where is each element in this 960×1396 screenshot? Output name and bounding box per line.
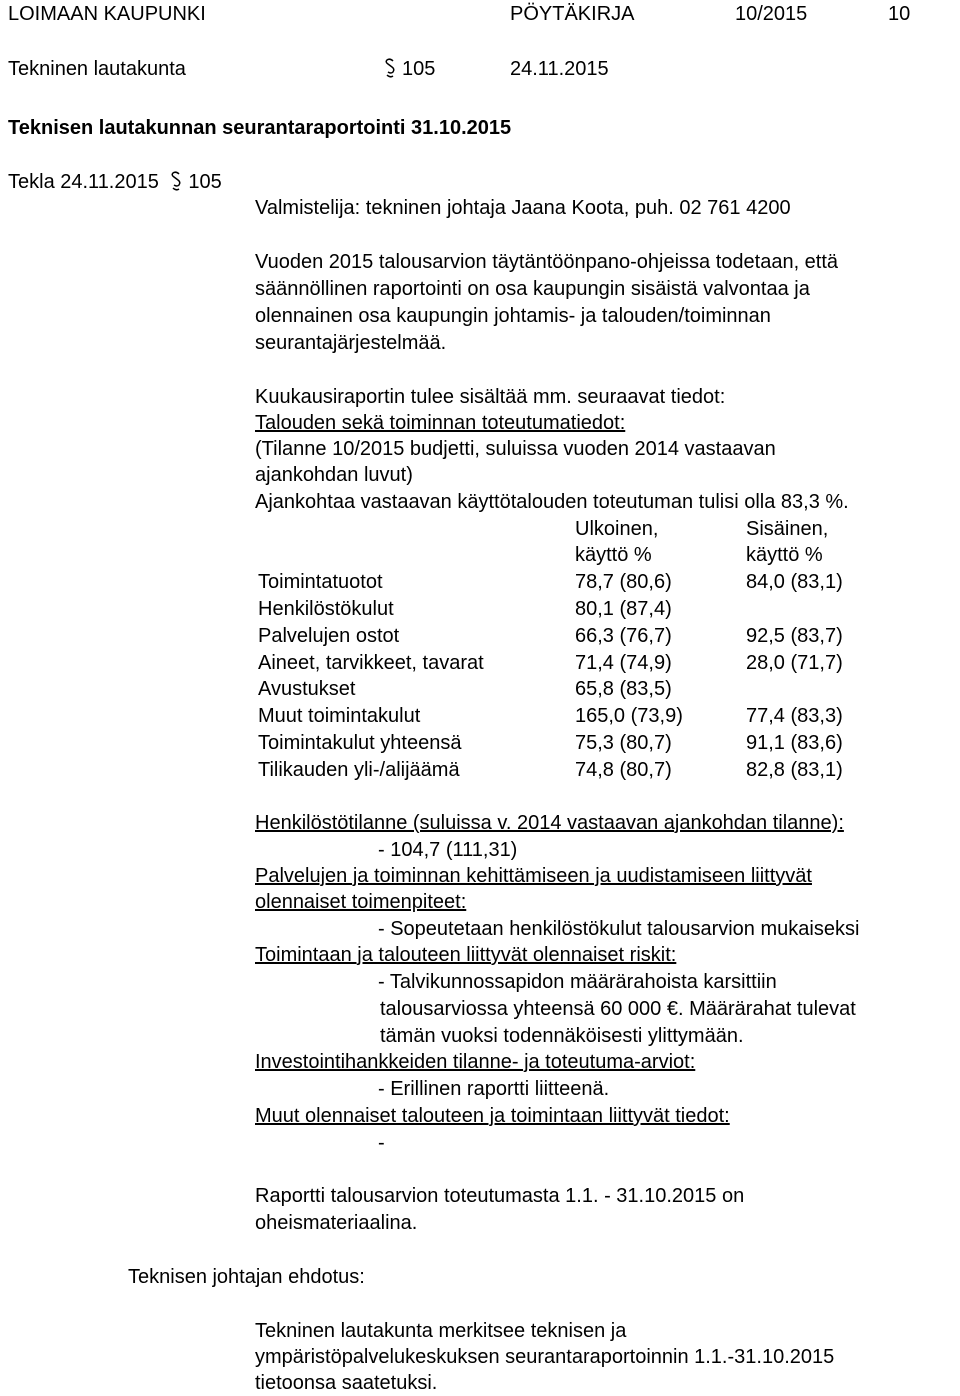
development-item: - Sopeutetaan henkilöstökulut talousarvion mukaiseksi xyxy=(378,918,860,940)
finance-heading: Talouden sekä toiminnan toteutumatiedot: xyxy=(255,412,626,434)
proposal-line: tietoonsa saatetuksi. xyxy=(255,1372,438,1394)
row-label: Toimintatuotot xyxy=(258,571,383,593)
table-header-external: Ulkoinen, xyxy=(575,518,659,540)
proposal-label: Teknisen johtajan ehdotus: xyxy=(128,1266,365,1288)
table-header-internal: Sisäinen, xyxy=(746,518,829,540)
row-label: Aineet, tarvikkeet, tavarat xyxy=(258,652,484,674)
row-internal: 77,4 (83,3) xyxy=(746,705,843,727)
staff-heading: Henkilöstötilanne (suluissa v. 2014 vastaavan ajankohdan tilanne): xyxy=(255,812,844,834)
intro-line: seurantajärjestelmää. xyxy=(255,332,447,354)
row-external: 75,3 (80,7) xyxy=(575,732,672,754)
header-section: 105 xyxy=(382,56,435,82)
reference-prefix: Tekla 24.11.2015 xyxy=(8,171,159,193)
row-external: 78,7 (80,6) xyxy=(575,571,672,593)
risks-line: - Talvikunnossapidon määrärahoista karsittiin xyxy=(378,971,777,993)
header-date: 24.11.2015 xyxy=(510,58,609,80)
development-heading: Palvelujen ja toiminnan kehittämiseen ja uudistamiseen liittyvät xyxy=(255,865,812,887)
header-doc-type: PÖYTÄKIRJA xyxy=(510,3,635,25)
row-external: 71,4 (74,9) xyxy=(575,652,672,674)
row-external: 66,3 (76,7) xyxy=(575,625,672,647)
row-external: 74,8 (80,7) xyxy=(575,759,672,781)
risks-line: talousarviossa yhteensä 60 000 €. Määrärahat tulevat xyxy=(380,998,856,1020)
report-line: Raportti talousarvion toteutumasta 1.1. - 31.10.2015 on xyxy=(255,1185,745,1207)
investments-heading: Investointihankkeiden tilanne- ja toteutuma-arviot: xyxy=(255,1051,696,1073)
table-header-external-sub: käyttö % xyxy=(575,544,652,566)
intro-line: olennainen osa kaupungin johtamis- ja talouden/toiminnan xyxy=(255,305,771,327)
row-label: Henkilöstökulut xyxy=(258,598,394,620)
row-external: 165,0 (73,9) xyxy=(575,705,683,727)
row-external: 65,8 (83,5) xyxy=(575,678,672,700)
report-line: oheismateriaalina. xyxy=(255,1212,418,1234)
risks-heading: Toimintaan ja talouteen liittyvät olennaiset riskit: xyxy=(255,944,677,966)
intro-line: Vuoden 2015 talousarvion täytäntöönpano-ohjeissa todetaan, että xyxy=(255,251,839,273)
header-doc-number: 10/2015 xyxy=(735,3,808,25)
proposal-line: Tekninen lautakunta merkitsee teknisen ja xyxy=(255,1320,627,1342)
row-internal: 82,8 (83,1) xyxy=(746,759,843,781)
finance-note-line: ajankohdan luvut) xyxy=(255,464,413,486)
reference-line xyxy=(8,169,222,195)
table-header-internal-sub: käyttö % xyxy=(746,544,823,566)
reference-number: 105 xyxy=(188,171,222,193)
row-label: Palvelujen ostot xyxy=(258,625,400,647)
row-label: Tilikauden yli-/alijäämä xyxy=(258,759,460,781)
header-committee: Tekninen lautakunta xyxy=(8,58,186,80)
target-line: Ajankohtaa vastaavan käyttötalouden toteutuman tulisi olla 83,3 %. xyxy=(255,491,849,513)
intro-line: säännöllinen raportointi on osa kaupungin sisäistä valvontaa ja xyxy=(255,278,810,300)
row-external: 80,1 (87,4) xyxy=(575,598,672,620)
finance-note-line: (Tilanne 10/2015 budjetti, suluissa vuoden 2014 vastaavan xyxy=(255,438,776,460)
proposal-line: ympäristöpalvelukeskuksen seurantaraportoinnin 1.1.-31.10.2015 xyxy=(255,1346,835,1368)
row-internal: 91,1 (83,6) xyxy=(746,732,843,754)
staff-value: - 104,7 (111,31) xyxy=(378,839,518,861)
row-label: Avustukset xyxy=(258,678,356,700)
other-heading: Muut olennaiset talouteen ja toimintaan liittyvät tiedot: xyxy=(255,1105,730,1127)
row-label: Muut toimintakulut xyxy=(258,705,421,727)
other-item: - xyxy=(378,1132,385,1154)
preparer: Valmistelija: tekninen johtaja Jaana Koota, puh. 02 761 4200 xyxy=(255,197,791,219)
development-heading-cont: olennaiset toimenpiteet: xyxy=(255,891,467,913)
investments-item: - Erillinen raportti liitteenä. xyxy=(378,1078,610,1100)
monthly-intro: Kuukausiraportin tulee sisältää mm. seuraavat tiedot: xyxy=(255,386,726,408)
row-label: Toimintakulut yhteensä xyxy=(258,732,462,754)
header-city: LOIMAAN KAUPUNKI xyxy=(8,3,206,25)
risks-line: tämän vuoksi todennäköisesti ylittymään. xyxy=(380,1025,744,1047)
row-internal: 92,5 (83,7) xyxy=(746,625,843,647)
section-sign-icon xyxy=(382,57,398,79)
row-internal: 28,0 (71,7) xyxy=(746,652,843,674)
row-internal: 84,0 (83,1) xyxy=(746,571,843,593)
header-page-number: 10 xyxy=(888,3,911,25)
page-title: Teknisen lautakunnan seurantaraportointi 31.10.2015 xyxy=(8,117,512,139)
section-sign-icon xyxy=(168,170,184,192)
